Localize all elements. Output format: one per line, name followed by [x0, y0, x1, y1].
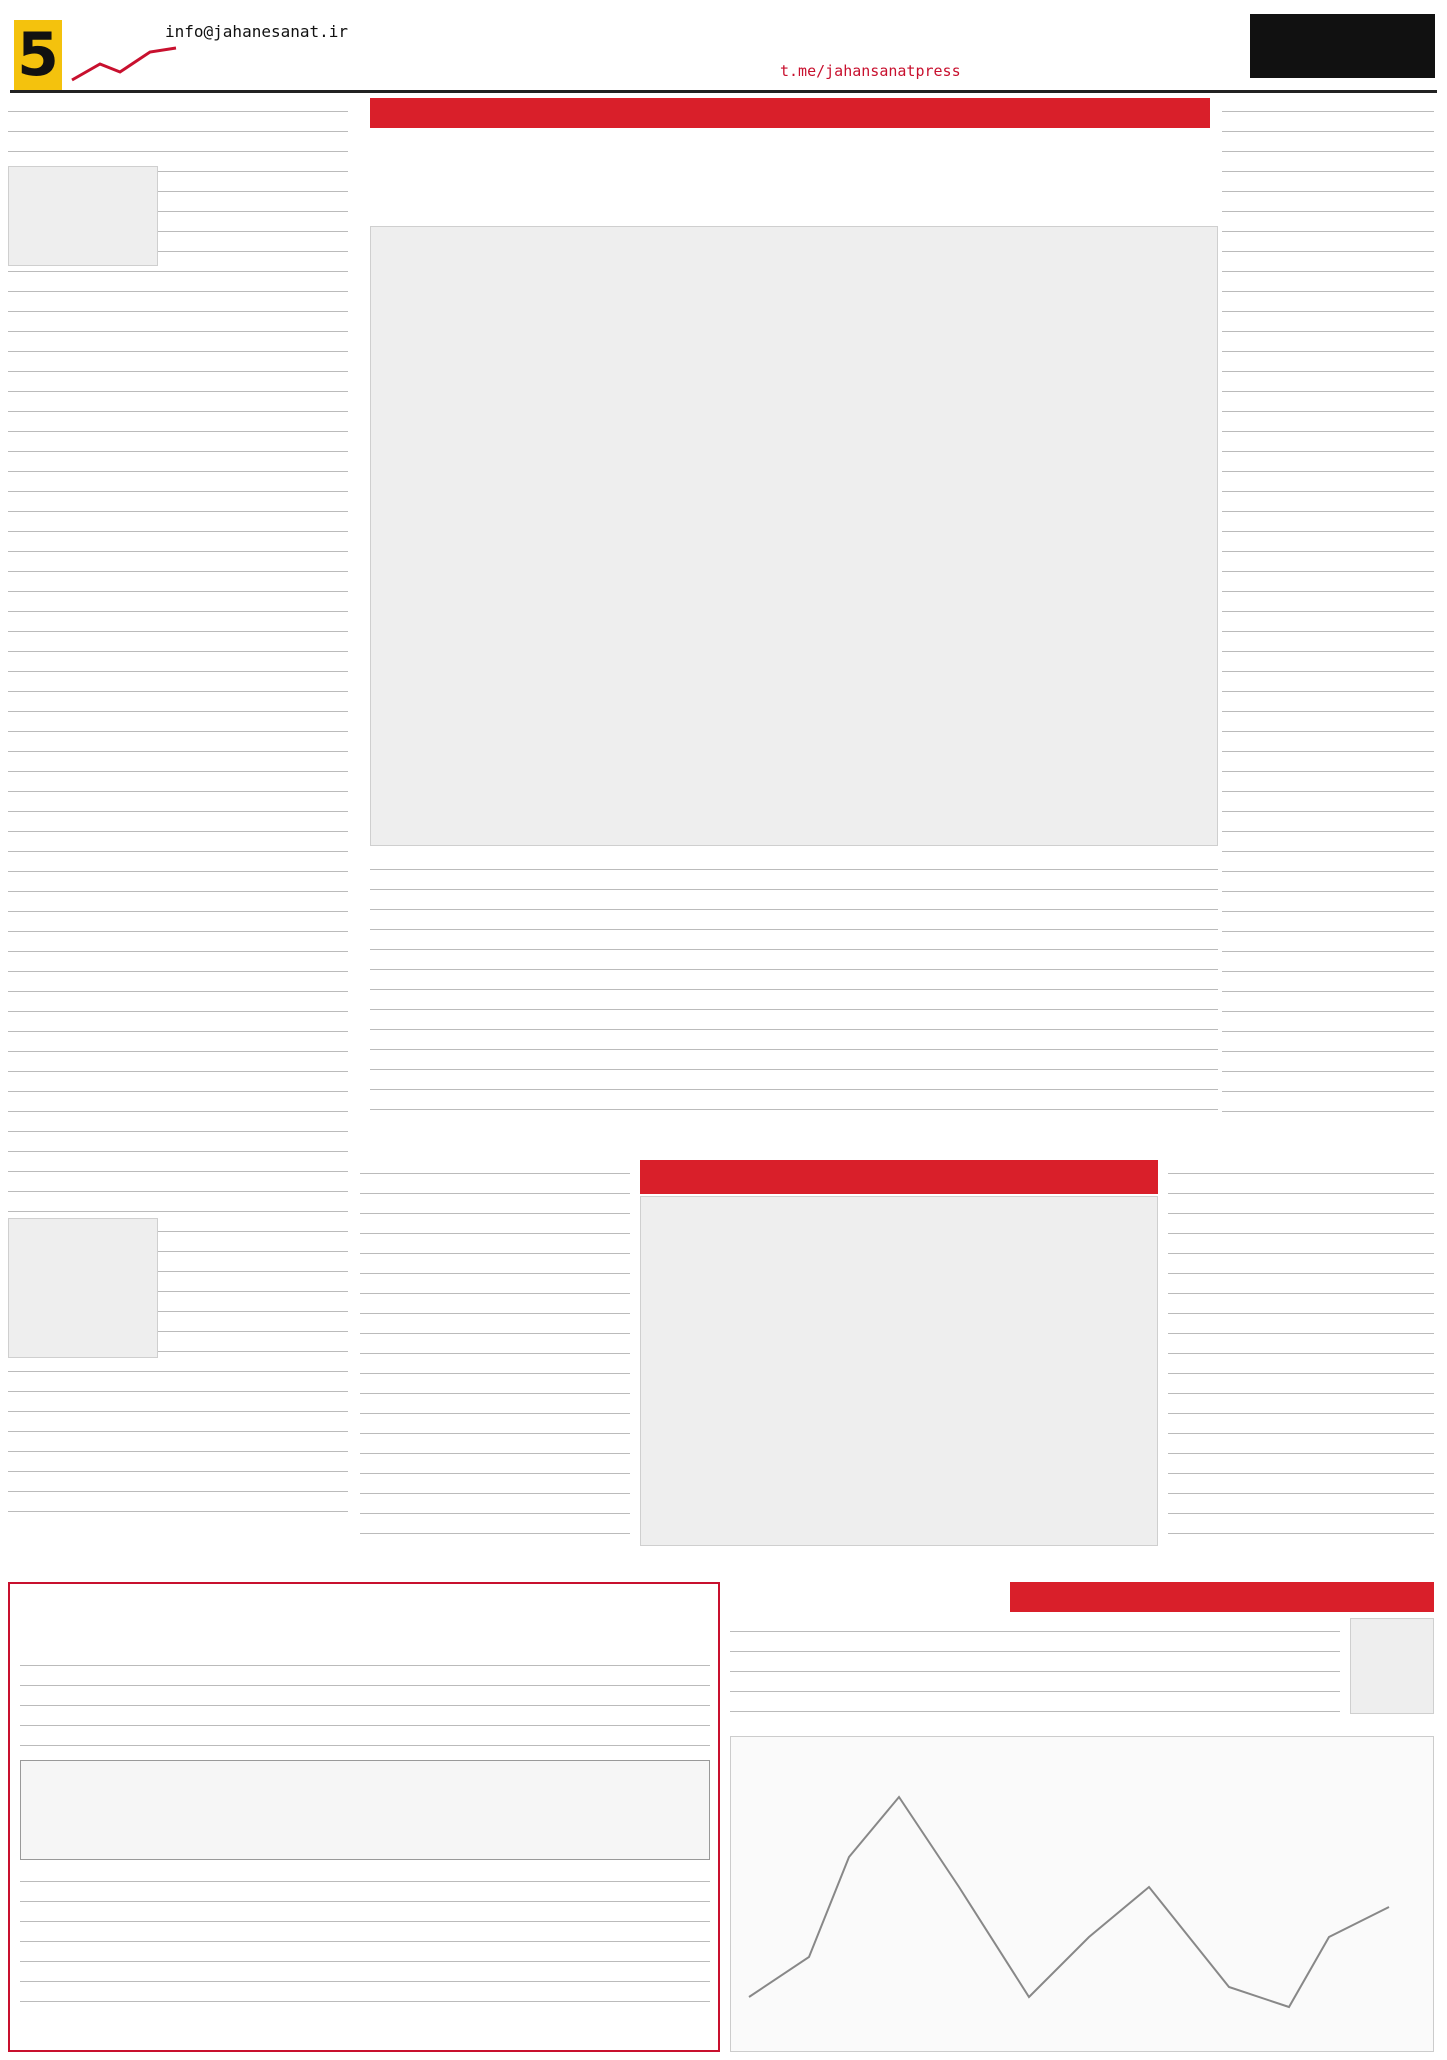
second-article-photo: [640, 1196, 1158, 1546]
analysis-headline: [1010, 1582, 1434, 1612]
analysis-author-photo: [1350, 1618, 1434, 1714]
masthead-logo: [1250, 14, 1435, 78]
telegram-link[interactable]: t.me/jahansanatpress: [780, 62, 961, 80]
growth-chart-icon: [70, 44, 180, 84]
lead-headline: [370, 132, 1210, 212]
page-number: 5: [14, 20, 62, 90]
ad-table: [20, 1760, 710, 1860]
ad-details: [20, 1868, 710, 2008]
candlestick-chart: [730, 1736, 1434, 2052]
second-article-body-left: [360, 1160, 630, 1550]
analysis-body: [730, 1618, 1340, 1728]
second-article-headline: [640, 1160, 1158, 1194]
ad-title: [190, 1592, 530, 1642]
ad-footer: [20, 2014, 710, 2044]
section-title: [620, 20, 820, 60]
advertisement: [8, 1582, 720, 2052]
candlestick-svg: [729, 1737, 1433, 2053]
lead-illustration: [370, 226, 1218, 846]
left-column-photo: [8, 166, 158, 266]
contact-email[interactable]: info@jahanesanat.ir: [165, 22, 349, 41]
lead-body-bottom: [370, 856, 1218, 1128]
lead-body-column-right: [1222, 98, 1434, 1128]
left-column-photo-2: [8, 1218, 158, 1358]
lead-kicker: [370, 98, 1210, 128]
ad-body: [20, 1652, 710, 1752]
header-rule: [10, 90, 1437, 93]
second-article-body-right: [1168, 1160, 1434, 1550]
